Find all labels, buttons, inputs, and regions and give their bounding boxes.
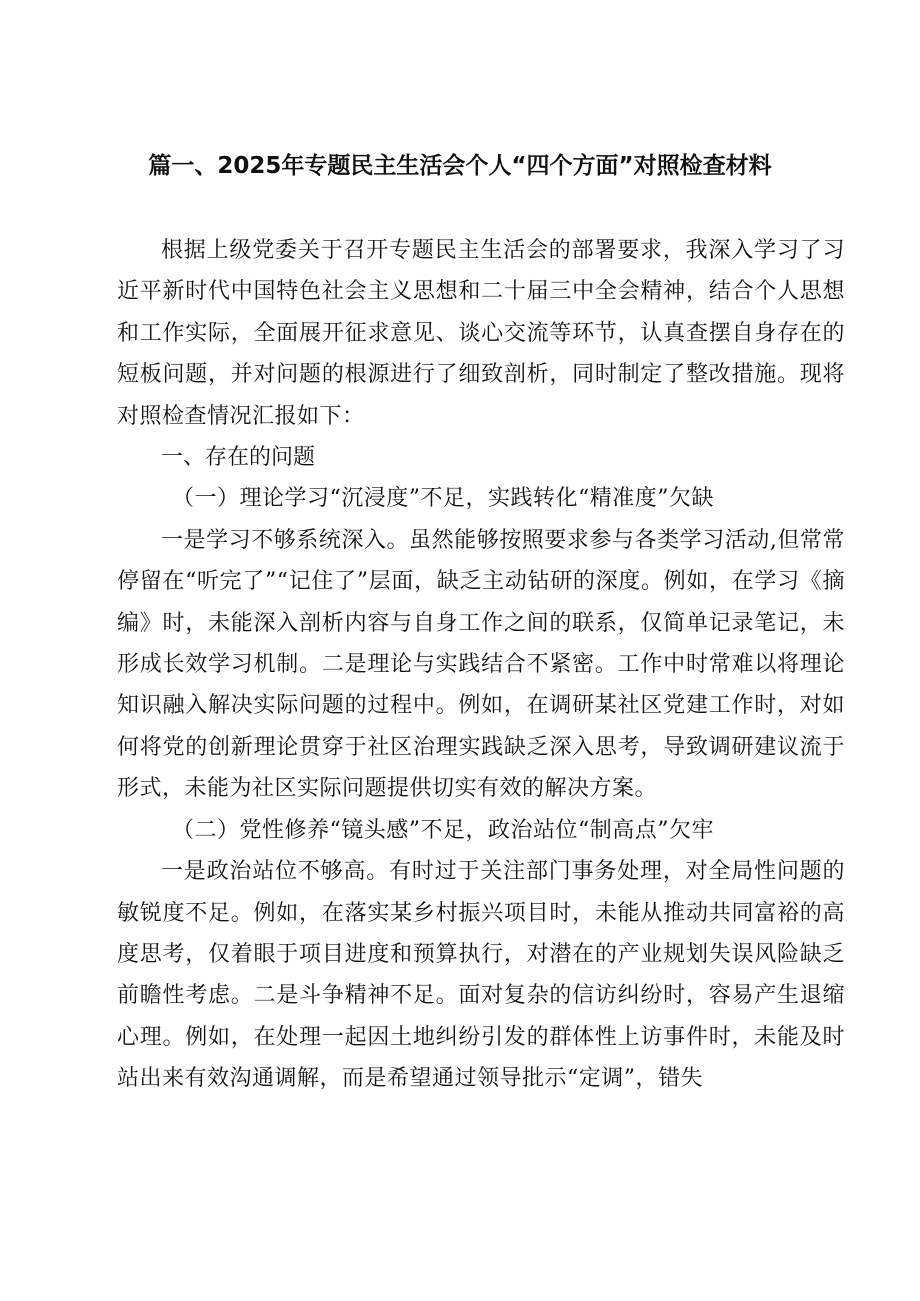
- document-body: [117, 230, 845, 1100]
- subsection-2-paragraph: 一是政治站位不够高。有时过于关注部门事务处理，对全局性问题的敏锐度不足。例如，在落实某乡村振兴项目时，未能从推动共同富裕的高度思考，仅着眼于项目进度和预算执行，对潜在的产业规划失误风险缺乏前瞻性考虑。二是斗争精神不足。面对复杂的信访纠纷时，容易产生退缩心理。例如，在处理一起因土地纠纷引发的群体性上访事件时，未能及时站出来有效沟通调解，而是希望通过领导批示“定调”，错失: [117, 859, 845, 1092]
- subsection-heading-2: [117, 810, 845, 851]
- subsection-heading-1-text: （一）理论学习“沉浸度”不足，实践转化“精准度”欠缺: [172, 486, 714, 512]
- section-heading-problems: 一、存在的问题: [161, 445, 316, 471]
- subsection-heading-1: [117, 478, 845, 519]
- subsection-1-paragraph: 一是学习不够系统深入。虽然能够按照要求参与各类学习活动,但常常停留在“听完了”“记住了”层面，缺乏主动钻研的深度。例如，在学习《摘编》时，未能深入剖析内容与自身工作之间的联系，仅简单记录笔记，未形成长效学习机制。二是理论与实践结合不紧密。工作中时常难以将理论知识融入解决实际问题的过程中。例如，在调研某社区党建工作时，对如何将党的创新理论贯穿于社区治理实践缺乏深入思考，导致调研建议流于形式，未能为社区实际问题提供切实有效的解决方案。: [117, 527, 845, 802]
- intro-paragraph: 根据上级党委关于召开专题民主生活会的部署要求，我深入学习了习近平新时代中国特色社会主义思想和二十届三中全会精神，结合个人思想和工作实际，全面展开征求意见、谈心交流等环节，认真查摆自身存在的短板问题，并对问题的根源进行了细致剖析，同时制定了整改措施。现将对照检查情况汇报如下：: [117, 238, 845, 429]
- subsection-heading-2-text: （二）党性修养“镜头感”不足，政治站位“制高点”欠牢: [172, 817, 714, 843]
- document-title: 篇一、2025年专题民主生活会个人“四个方面”对照检查材料: [148, 153, 772, 179]
